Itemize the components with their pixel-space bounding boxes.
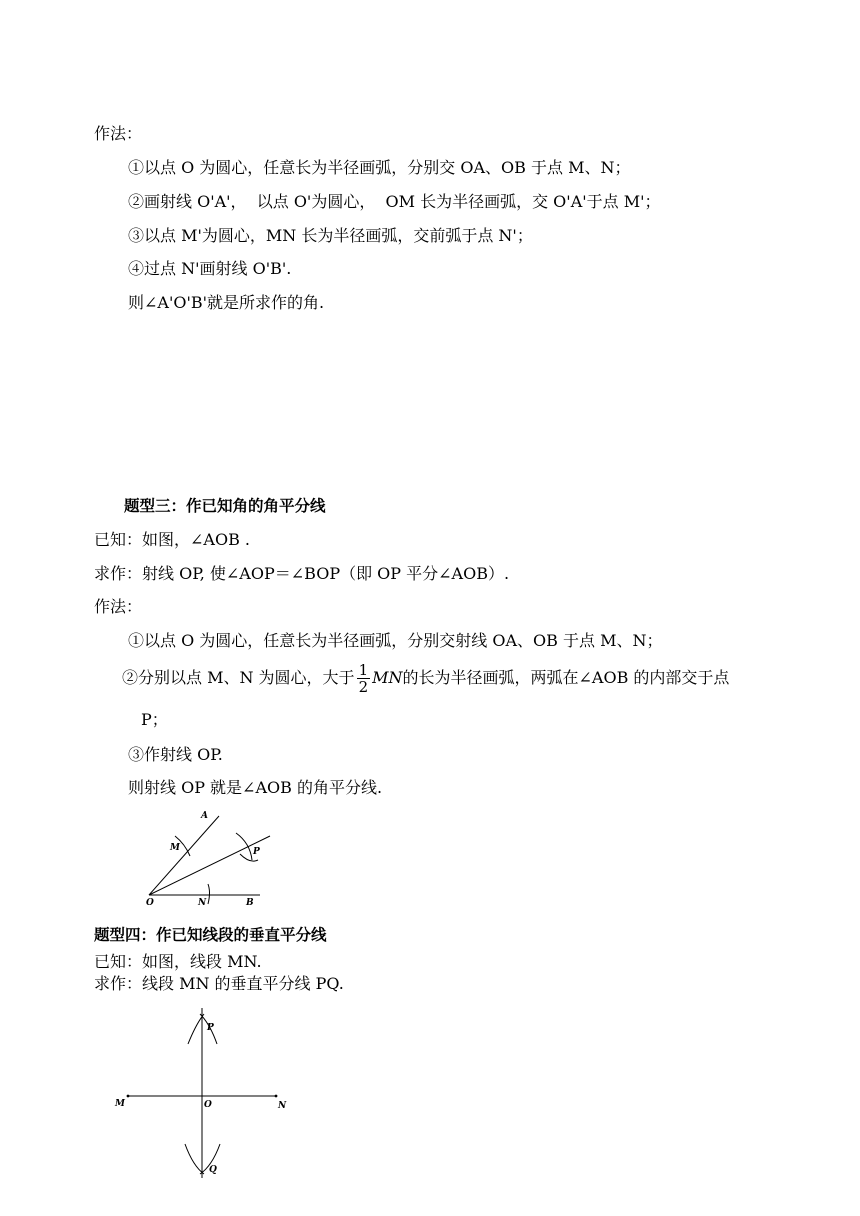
mn-variable: MN — [372, 668, 403, 687]
type3-conclusion: 则射线 OP 就是∠AOB 的角平分线. — [128, 778, 383, 797]
method-step-3: ③以点 M'为圆心，MN 长为半径画弧，交前弧于点 N'； — [128, 226, 533, 245]
arc-n — [208, 884, 210, 904]
ray-oa — [149, 816, 219, 895]
method-step-4: ④过点 N'画射线 O'B'. — [128, 259, 292, 278]
type3-step-1: ①以点 O 为圆心，任意长为半径画弧，分别交射线 OA、OB 于点 M、N； — [128, 631, 663, 650]
label-m: M — [115, 1099, 125, 1109]
arc-bottom-left — [185, 1144, 204, 1174]
label-p: P — [207, 1023, 214, 1033]
label-n: N — [198, 898, 207, 908]
type3-given: 已知：如图，∠AOB . — [94, 530, 251, 549]
label-q: Q — [209, 1165, 217, 1175]
type4-task: 求作：线段 MN 的垂直平分线 PQ. — [94, 974, 344, 993]
method-step-2: ②画射线 O'A'， 以点 O'为圆心， OM 长为半径画弧，交 O'A'于点 M'； — [128, 192, 661, 211]
type3-method-heading: 作法： — [94, 597, 143, 616]
type4-title: 题型四：作已知线段的垂直平分线 — [94, 926, 327, 944]
perpendicular-bisector-figure — [110, 1006, 300, 1184]
fraction-numerator: 1 — [358, 661, 369, 679]
type4-given: 已知：如图，线段 MN. — [94, 952, 262, 971]
label-o: O — [146, 898, 154, 908]
label-a: A — [201, 811, 208, 821]
fraction-denominator: 2 — [358, 678, 369, 696]
point-m — [127, 1095, 130, 1098]
label-b: B — [246, 898, 254, 908]
label-n: N — [278, 1101, 287, 1111]
method-conclusion: 则∠A'O'B'就是所求作的角. — [128, 293, 325, 312]
method-step-1: ①以点 O 为圆心，任意长为半径画弧，分别交 OA、OB 于点 M、N； — [128, 158, 631, 177]
label-o: O — [204, 1100, 212, 1110]
type3-step-2 — [122, 660, 729, 696]
angle-bisector-figure — [140, 808, 290, 910]
type3-step-2-pre: ②分别以点 M、N 为圆心，大于 — [122, 668, 355, 687]
type3-step-2-post: 的长为半径画弧，两弧在∠AOB 的内部交于点 — [402, 668, 730, 687]
method-heading: 作法： — [94, 124, 143, 143]
label-m: M — [170, 843, 180, 853]
half-fraction — [357, 662, 371, 695]
type3-task: 求作：射线 OP, 使∠AOP＝∠BOP（即 OP 平分∠AOB）. — [94, 564, 510, 583]
label-p: P — [253, 847, 260, 857]
type3-step-2-cont: P； — [141, 710, 168, 729]
type3-step-3: ③作射线 OP. — [128, 745, 223, 764]
type3-title: 题型三：作已知角的角平分线 — [124, 497, 326, 515]
point-n — [275, 1095, 278, 1098]
ray-op — [149, 836, 270, 895]
